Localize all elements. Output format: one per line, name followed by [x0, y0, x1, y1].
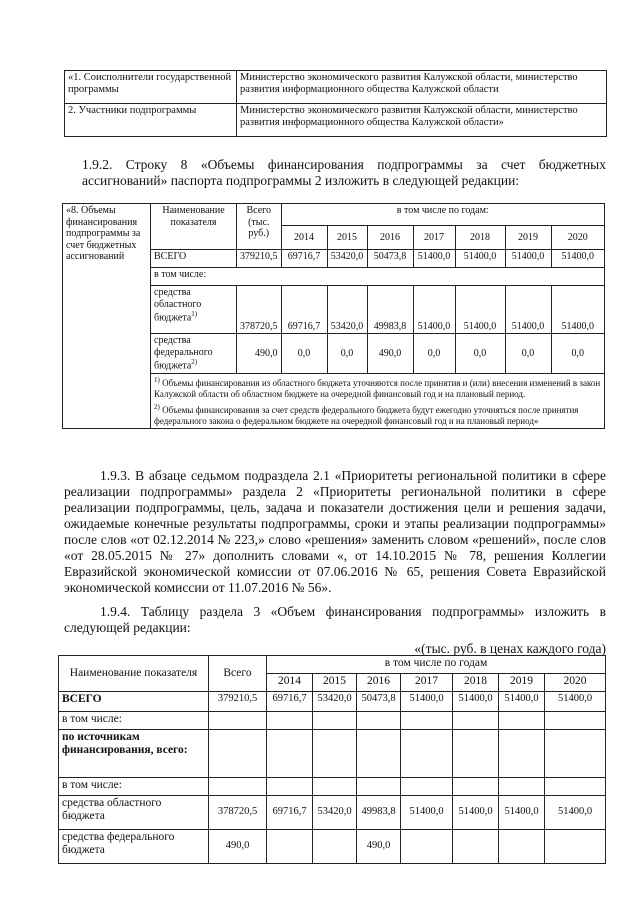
- year-header: 2017: [413, 226, 455, 250]
- cell-value: 0,0: [327, 334, 367, 374]
- table-row: [59, 830, 606, 864]
- table-row: [59, 712, 606, 730]
- cell-value: [499, 830, 545, 864]
- cell-total: 490,0: [237, 334, 282, 374]
- paragraph-1-9-2: 1.9.2. Строку 8 «Объемы финансирования подпрограммы за счет бюджетных ассигнований» паспорта подпрограммы 2 изложить в следующей редакции:: [82, 157, 606, 188]
- year-header: 2017: [401, 674, 453, 692]
- cell-value: 50473,8: [357, 692, 401, 712]
- cell-value: [453, 830, 499, 864]
- cell-value: 51400,0: [455, 286, 505, 334]
- units-note: «(тыс. руб. в ценах каждого года): [414, 641, 606, 656]
- year-header: 2020: [545, 674, 606, 692]
- table-row: [63, 204, 605, 226]
- table-cell: Министерство экономического развития Калужской области, министерство развития информационного общества Калужской области»: [237, 104, 607, 137]
- cell-value: 51400,0: [551, 250, 605, 268]
- cell-value: 69716,7: [267, 796, 313, 830]
- cell-value: 51400,0: [453, 796, 499, 830]
- header-total: Всего: [209, 656, 267, 692]
- cell-value: [545, 830, 606, 864]
- cell-value: 0,0: [551, 334, 605, 374]
- financing-passport-table: [62, 203, 605, 429]
- cell-value: 53420,0: [313, 796, 357, 830]
- paragraph-1-9-3: 1.9.3. В абзаце седьмом подраздела 2.1 «Приоритеты региональной политики в сфере реализации подпрограммы» раздела 2 «Приоритеты региональной политики в сфере реализации подпрограммы, цель, задача и показатели достижения цели и решения задачи, ожидаемые конечные результаты подпрограммы, сроки и этапы реализации подпрограммы» после слов «от 02.12.2014 № 223,» слово «решения» заменить словом «решений», после слов «от 28.05.2015 № 27» дополнить словами «, от 14.10.2015 № 78, решения Коллегии Евразийской экономической комиссии от 07.06.2016 № 65, решения Совета Евразийской экономической комиссии от 11.07.2016 № 56».: [64, 468, 606, 595]
- row-label: в том числе:: [151, 268, 605, 286]
- table-row: [59, 656, 606, 674]
- header-name: Наименование показателя: [59, 656, 209, 692]
- table-row: [59, 730, 606, 778]
- table-cell: «1. Соисполнители государственной программы: [65, 71, 237, 104]
- table-row: [65, 71, 607, 104]
- cell-total: 379210,5: [209, 692, 267, 712]
- table-row: [59, 692, 606, 712]
- cell-value: 69716,7: [267, 692, 313, 712]
- year-header: 2016: [367, 226, 413, 250]
- year-header: 2016: [357, 674, 401, 692]
- row-label: в том числе:: [59, 778, 209, 796]
- year-header: 2019: [505, 226, 551, 250]
- year-header: 2019: [499, 674, 545, 692]
- year-header: 2018: [453, 674, 499, 692]
- row-label: средства федерального бюджета: [59, 830, 209, 864]
- row-label: в том числе:: [59, 712, 209, 730]
- cell-value: 51400,0: [505, 250, 551, 268]
- cell-value: 51400,0: [499, 692, 545, 712]
- cell-total: 379210,5: [237, 250, 282, 268]
- header-total: Всего (тыс. руб.): [237, 204, 282, 250]
- cell-value: 53420,0: [327, 286, 367, 334]
- cell-value: 53420,0: [327, 250, 367, 268]
- cell-value: [267, 830, 313, 864]
- row-label: по источникам финансирования, всего:: [59, 730, 209, 778]
- cell-value: 49983,8: [367, 286, 413, 334]
- row-side-label: «8. Объемы финансирования подпрограммы за счет бюджетных ассигнований: [63, 204, 151, 429]
- row-label: ВСЕГО: [151, 250, 237, 268]
- cell-value: 51400,0: [551, 286, 605, 334]
- cell-value: 0,0: [505, 334, 551, 374]
- cell-value: 51400,0: [453, 692, 499, 712]
- cell-value: 51400,0: [505, 286, 551, 334]
- cell-value: [401, 830, 453, 864]
- cell-value: 51400,0: [455, 250, 505, 268]
- year-header: 2015: [327, 226, 367, 250]
- cell-value: 53420,0: [313, 692, 357, 712]
- row-label: средства областного бюджета: [59, 796, 209, 830]
- cell-value: 51400,0: [413, 286, 455, 334]
- cell-value: 51400,0: [545, 796, 606, 830]
- row-label: средства областного бюджета$^{1)}$: [151, 286, 237, 334]
- table-cell: Министерство экономического развития Калужской области, министерство развития информационного общества Калужской области: [237, 71, 607, 104]
- cell-total: 378720,5: [237, 286, 282, 334]
- footnotes: $^{1)}$ Объемы финансирования из областного бюджета уточняются после принятия и (или) внесения изменений в закон Калужской области об областном бюджете на очередной финансовый год и на плановый период. $^{2)}$ Объемы финансирования за счет средств федерального бюджета будут ежегодно уточняться после принятия федерального закона о федеральном бюджете на очередной финансовый год и на плановый период»: [151, 374, 605, 429]
- cell-value: 51400,0: [545, 692, 606, 712]
- header-years: в том числе по годам: [267, 656, 606, 674]
- cell-value: 51400,0: [401, 796, 453, 830]
- cell-value: 69716,7: [281, 286, 327, 334]
- year-header: 2015: [313, 674, 357, 692]
- cell-value: 69716,7: [281, 250, 327, 268]
- cell-value: 490,0: [367, 334, 413, 374]
- cell-value: 51400,0: [413, 250, 455, 268]
- cell-value: 490,0: [357, 830, 401, 864]
- cell-value: 0,0: [455, 334, 505, 374]
- year-header: 2020: [551, 226, 605, 250]
- financing-volume-table: [58, 655, 606, 864]
- table-row: [59, 778, 606, 796]
- table-row: [65, 104, 607, 137]
- participants-table: [64, 70, 607, 137]
- cell-value: 50473,8: [367, 250, 413, 268]
- header-years: в том числе по годам:: [281, 204, 605, 226]
- row-label: средства федерального бюджета$^{2)}$: [151, 334, 237, 374]
- cell-value: 0,0: [281, 334, 327, 374]
- year-header: 2014: [281, 226, 327, 250]
- row-label: ВСЕГО: [59, 692, 209, 712]
- paragraph-1-9-4: 1.9.4. Таблицу раздела 3 «Объем финансирования подпрограммы» изложить в следующей редакции:: [64, 604, 606, 635]
- cell-total: 378720,5: [209, 796, 267, 830]
- cell-total: 490,0: [209, 830, 267, 864]
- year-header: 2014: [267, 674, 313, 692]
- table-cell: 2. Участники подпрограммы: [65, 104, 237, 137]
- cell-value: [313, 830, 357, 864]
- header-name: Наименование показателя: [151, 204, 237, 250]
- cell-value: 51400,0: [401, 692, 453, 712]
- table-row: [59, 796, 606, 830]
- year-header: 2018: [455, 226, 505, 250]
- cell-value: 49983,8: [357, 796, 401, 830]
- cell-value: 0,0: [413, 334, 455, 374]
- cell-value: 51400,0: [499, 796, 545, 830]
